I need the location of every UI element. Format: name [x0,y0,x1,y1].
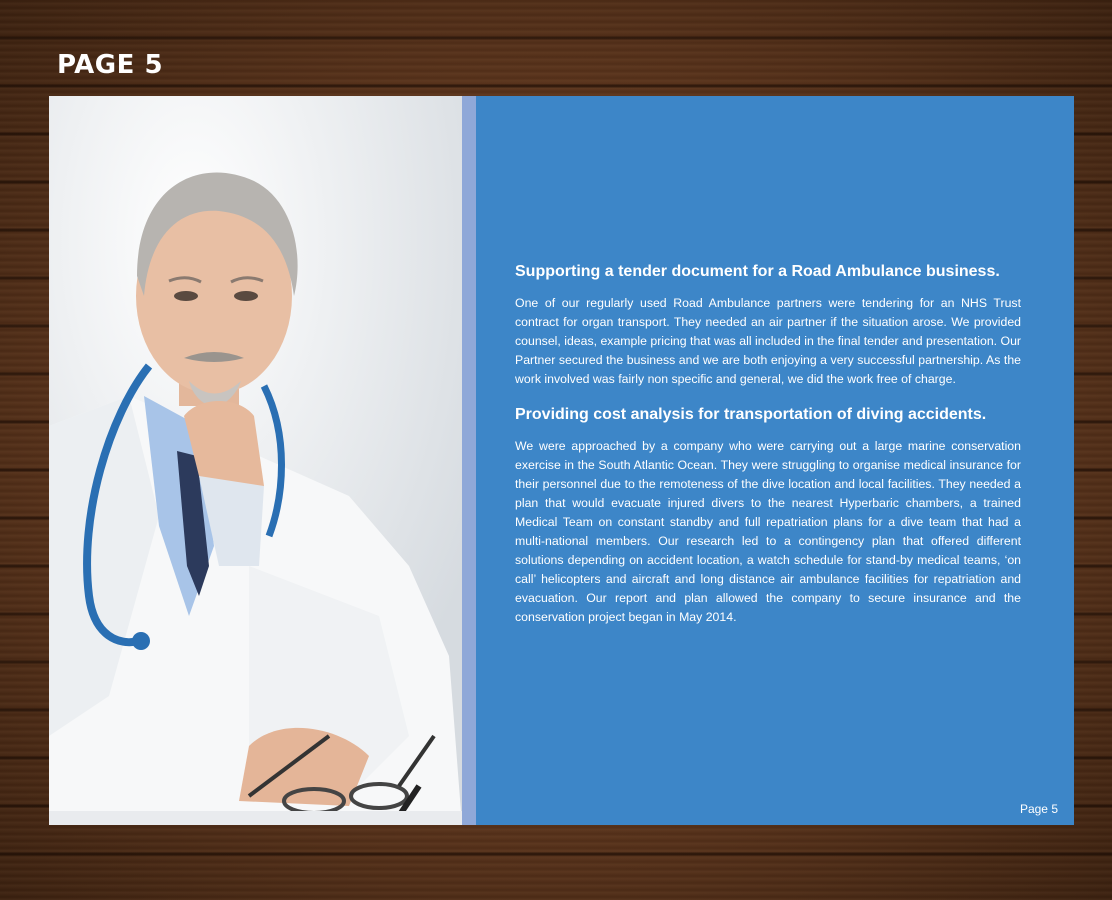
divider-stripe [462,96,476,825]
page-number: Page 5 [1019,802,1058,816]
section-body: We were approached by a company who were carrying out a large marine conservation exercise in the South Atlantic Ocean. They were struggling to organise medical insurance for their personnel due to the remoteness of the dive location and local facilities. They needed a plan that would evacuate injured divers to the nearest Hyperbaric chambers, a trained Medical Team on constant standby and full repatriation plans for a dive team that had a multi-national members. Our research led to a contingency plan that offered different solutions depending on accident location, a watch schedule for stand-by medical teams, ‘on call’ helicopters and aircraft and long distance air ambulance facilities for repatriation and evacuation. Our report and plan allowed the company to secure insurance and the conservation project began in May 2014. [515,439,1021,624]
section-heading: Providing cost analysis for transportation of diving accidents. [515,406,987,423]
section-body: One of our regularly used Road Ambulance partners were tendering for an NHS Trust contract for organ transport. They needed an air partner if the situation arose. We provided counsel, ideas, example pricing that was all included in the final tender and presentation. Our Partner secured the business and we are both enjoying a very successful partnership. As the work involved was fairly non specific and general, we did the work free of charge. [515,296,1021,386]
content [515,262,1021,643]
section-heading: Supporting a tender document for a Road Ambulance business. [515,263,1000,280]
doctor-photo [49,96,462,825]
text-panel [476,96,1074,825]
page-title: PAGE 5 [57,50,164,80]
